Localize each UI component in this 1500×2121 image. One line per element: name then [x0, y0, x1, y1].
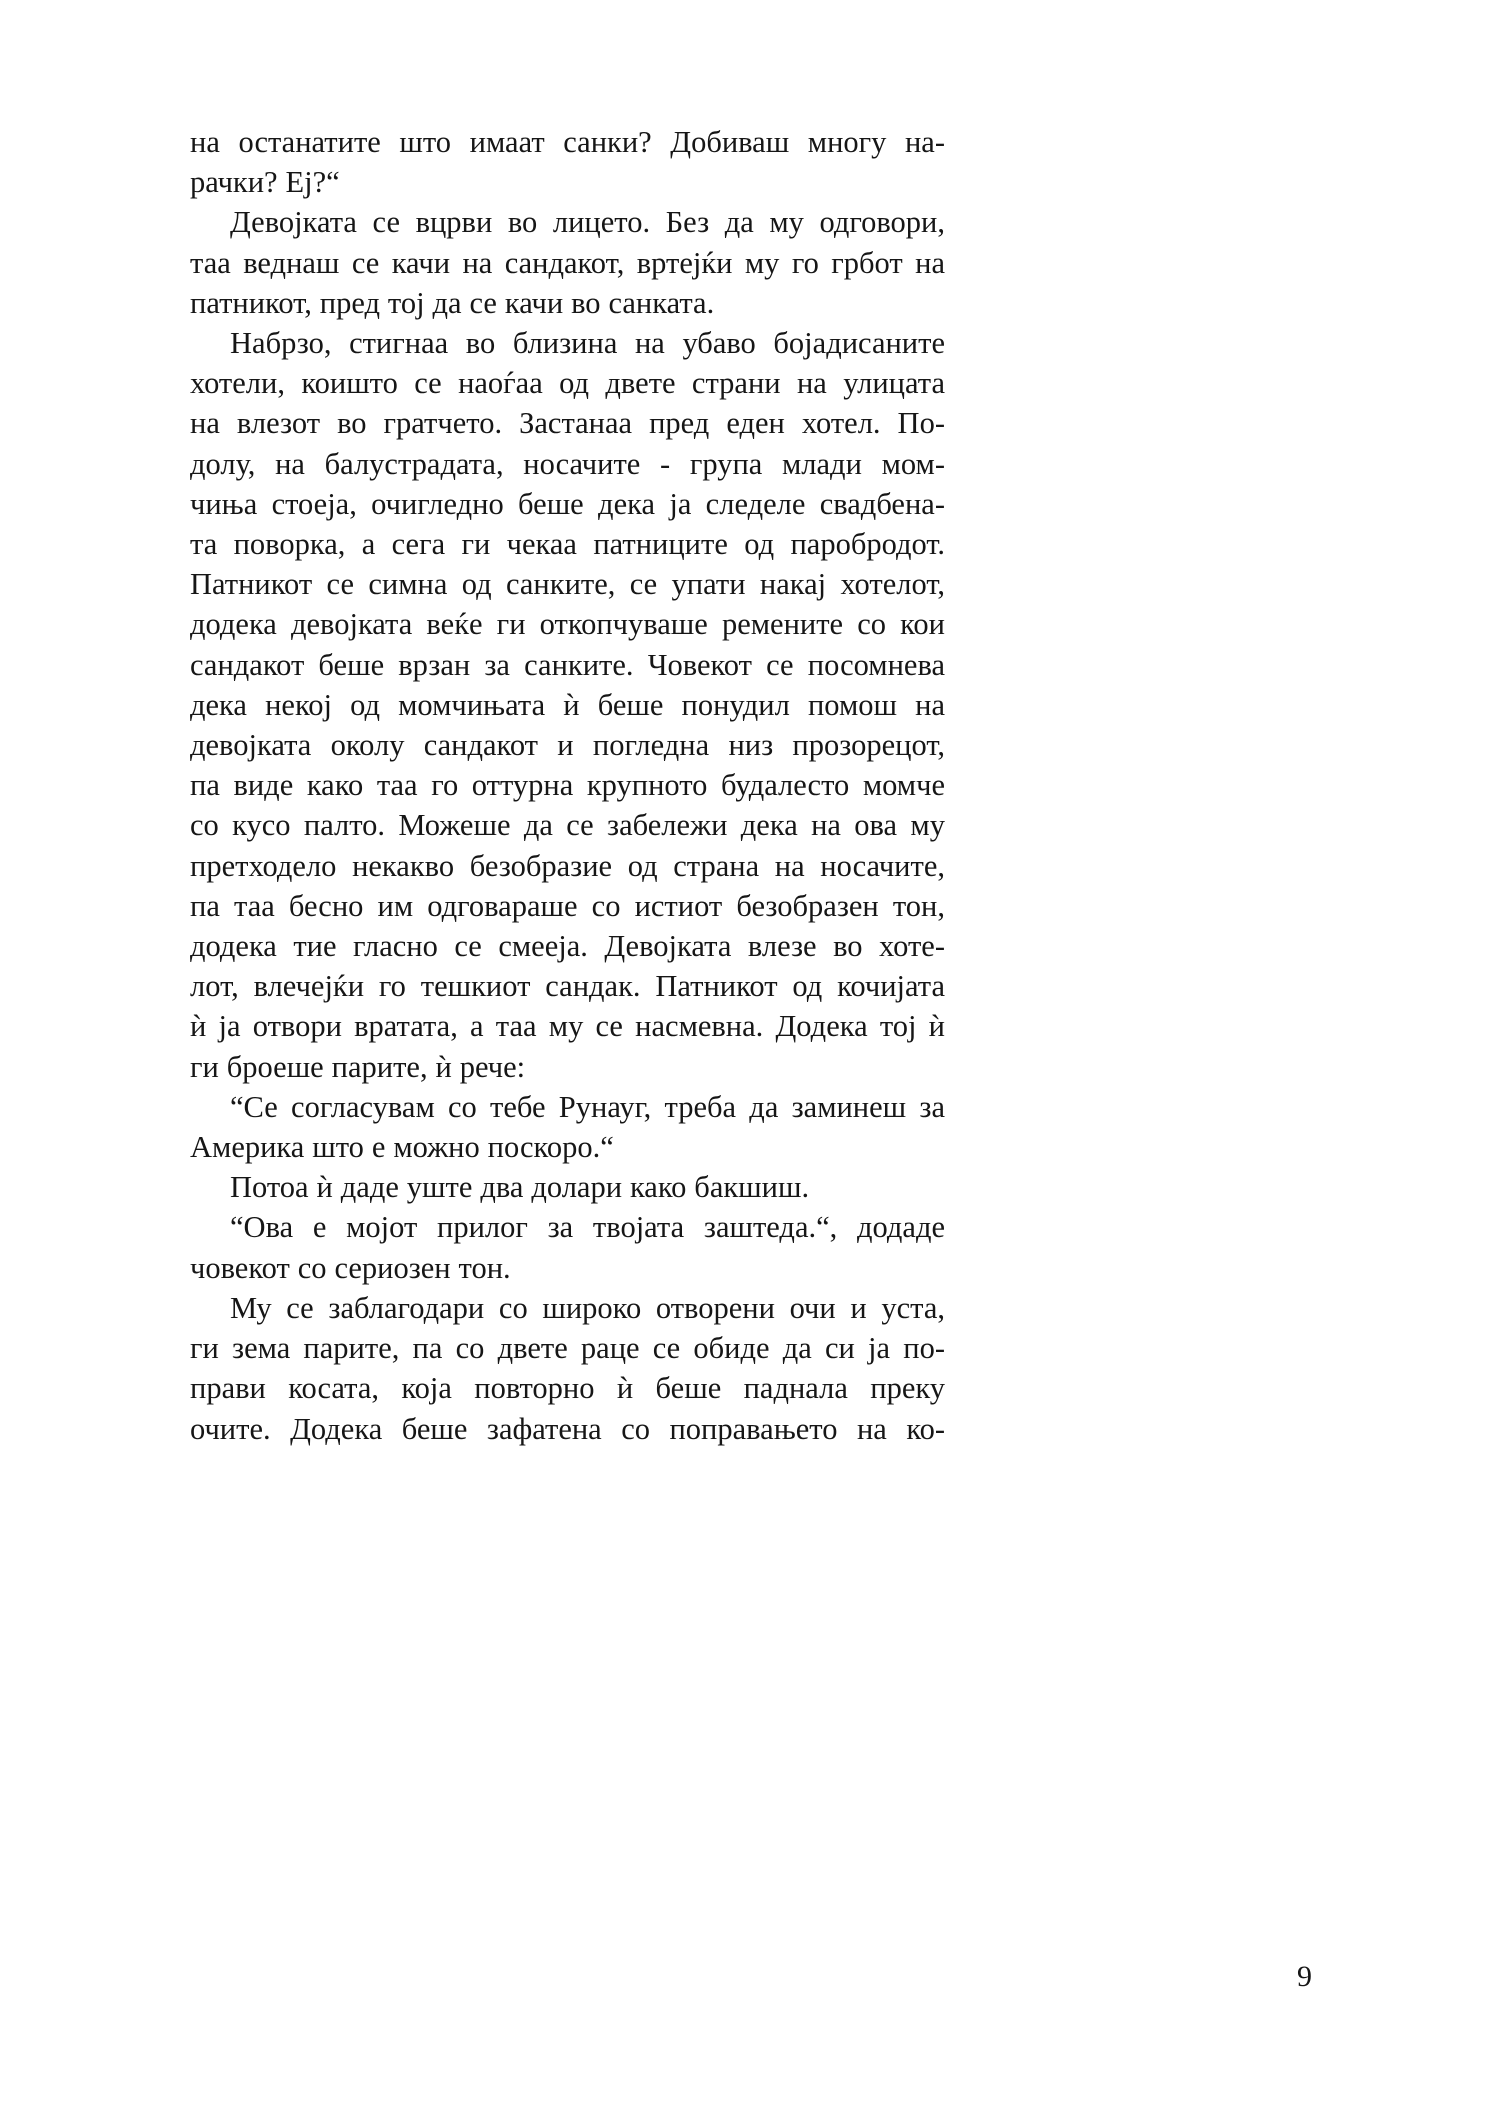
text-line: дека некој од момчињата ѝ беше понудил помош на [190, 687, 945, 722]
page-number: 9 [1297, 1960, 1312, 1993]
text-line: па виде како таа го оттурна крупното будалесто момче [190, 768, 945, 803]
text-line: “Ова е мојот прилог за твојата заштеда.“, додаде [230, 1210, 945, 1245]
paragraph [190, 1167, 945, 1207]
text-line: додека девојката веќе ги откопчуваше ремените со кои [190, 607, 945, 642]
paragraph [190, 323, 945, 1087]
text-line: лот, влечејќи го тешкиот сандак. Патникот од кочијата [190, 969, 945, 1004]
text-line: Америка што е можно поскоро.“ [190, 1130, 614, 1165]
text-line: долу, на балустрадата, носачите - група млади мом- [190, 446, 945, 481]
text-line: па таа бесно им одговараше со истиот безобразен тон, [190, 888, 945, 923]
text-line: та поворка, а сега ги чекаа патниците од паробродот. [190, 527, 945, 562]
text-line: на влезот во гратчето. Застанаа пред еден хотел. По- [190, 406, 945, 441]
text-line: Патникот се симна од санките, се упати накај хотелот, [190, 567, 945, 602]
text-line: ги броеше парите, ѝ рече: [190, 1049, 526, 1084]
text-line: на останатите што имаат санки? Добиваш многу на- [190, 125, 945, 159]
text-line: хотели, коишто се наоѓаа од двете страни на улицата [190, 366, 945, 401]
text-line: прави косата, која повторно ѝ беше паднала преку [190, 1371, 945, 1406]
paragraph [190, 1087, 945, 1167]
text-line: Потоа ѝ даде уште два долари како бакшиш. [230, 1170, 810, 1205]
text-line: сандакот беше врзан за санките. Човекот се посомнева [190, 647, 945, 682]
paragraph [190, 202, 945, 323]
text-line: ѝ ја отвори вратата, а таа му се насмевна. Додека тој ѝ [190, 1009, 945, 1044]
text-line: со кусо палто. Можеше да се забележи дека на ова му [190, 808, 945, 843]
text-line: додека тие гласно се смееја. Девојката влезе во хоте- [190, 929, 945, 964]
text-line: таа веднаш се качи на сандакот, вртејќи му го грбот на [190, 245, 945, 280]
text-line: “Се согласувам со тебе Рунауг, треба да заминеш за [230, 1089, 945, 1124]
text-line: рачки? Еј?“ [190, 165, 340, 200]
page-text-body [190, 122, 945, 1449]
text-line: чиња стоеја, очигледно беше дека ја следеле свадбена- [190, 486, 945, 521]
text-line: човекот со сериозен тон. [190, 1250, 511, 1285]
paragraph [190, 1207, 945, 1287]
text-line: Девојката се вцрви во лицето. Без да му одговори, [230, 205, 945, 240]
text-line: девојката околу сандакот и погледна низ прозорецот, [190, 728, 945, 763]
text-line: претходело некакво безобразие од страна на носачите, [190, 848, 945, 883]
paragraph [190, 122, 945, 202]
text-line: патникот, пред тој да се качи во санката. [190, 285, 715, 320]
text-line: Му се заблагодари со широко отворени очи и уста, [230, 1290, 945, 1325]
text-line: ги зема парите, па со двете раце се обиде да си ја по- [190, 1331, 945, 1366]
text-line: очите. Додека беше зафатена со поправањето на ко- [190, 1411, 945, 1446]
paragraph [190, 1288, 945, 1449]
text-line: Набрзо, стигнаа во близина на убаво бојадисаните [230, 326, 945, 361]
